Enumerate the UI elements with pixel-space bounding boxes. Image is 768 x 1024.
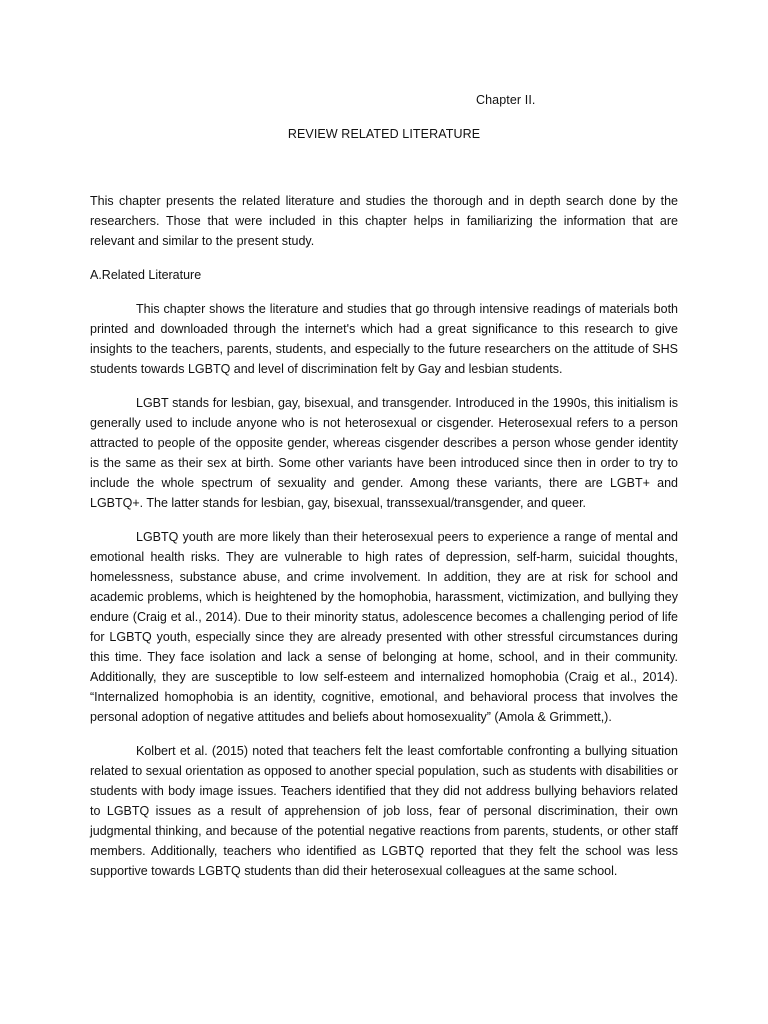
chapter-label: Chapter II. [476, 93, 536, 107]
body-paragraph: LGBTQ youth are more likely than their heterosexual peers to experience a range of mental and emotional health risks. They are vulnerable to high rates of depression, self-harm, suicidal thoughts, homelessness, substance abuse, and crime involvement. In addition, they are at risk for school and academic problems, which is heightened by the homophobia, harassment, victimization, and bullying they endure (Craig et al., 2014). Due to their minority status, adolescence becomes a challenging period of life for LGBTQ youth, especially since they are already presented with other stressful circumstances during this time. They face isolation and lack a sense of belonging at home, school, and in their community. Additionally, they are susceptible to low self-esteem and internalized homophobia (Craig et al., 2014). “Internalized homophobia is an identity, cognitive, emotional, and behavioral process that involves the personal adoption of negative attitudes and beliefs about homosexuality” (Amola & Grimmett,). [90, 530, 678, 724]
body-paragraph: LGBT stands for lesbian, gay, bisexual, and transgender. Introduced in the 1990s, this initialism is generally used to include anyone who is not heterosexual or cisgender. Heterosexual refers to a person attracted to people of the opposite gender, whereas cisgender describes a person whose gender identity is the same as their sex at birth. Some other variants have been introduced since then in order to try to include the whole spectrum of sexuality and gender. Among these variants, there are LGBT+ and LGBTQ+. The latter stands for lesbian, gay, bisexual, transsexual/transgender, and queer. [90, 396, 678, 510]
intro-paragraph: This chapter presents the related literature and studies the thorough and in depth search done by the researchers. Those that were included in this chapter helps in familiarizing the information that are relevant and similar to the present study. [90, 194, 678, 248]
body-paragraph: Kolbert et al. (2015) noted that teachers felt the least comfortable confronting a bullying situation related to sexual orientation as opposed to another special population, such as students with disabilities or students with body image issues. Teachers identified that they did not address bullying behaviors related to LGBTQ issues as a result of apprehension of job loss, fear of personal discrimination, their own judgmental thinking, and because of the potential negative reactions from parents, students, or other staff members. Additionally, teachers who identified as LGBTQ reported that they felt the school was less supportive towards LGBTQ students than did their heterosexual colleagues at the same school. [90, 744, 678, 878]
document-body [90, 191, 678, 895]
chapter-title: REVIEW RELATED LITERATURE [287, 127, 481, 141]
section-heading: A.Related Literature [90, 268, 202, 282]
body-paragraph: This chapter shows the literature and studies that go through intensive readings of materials both printed and downloaded through the internet's which had a great significance to this research to give insights to the teachers, parents, students, and especially to the future researchers on the attitude of SHS students towards LGBTQ and level of discrimination felt by Gay and lesbian students. [90, 302, 678, 376]
